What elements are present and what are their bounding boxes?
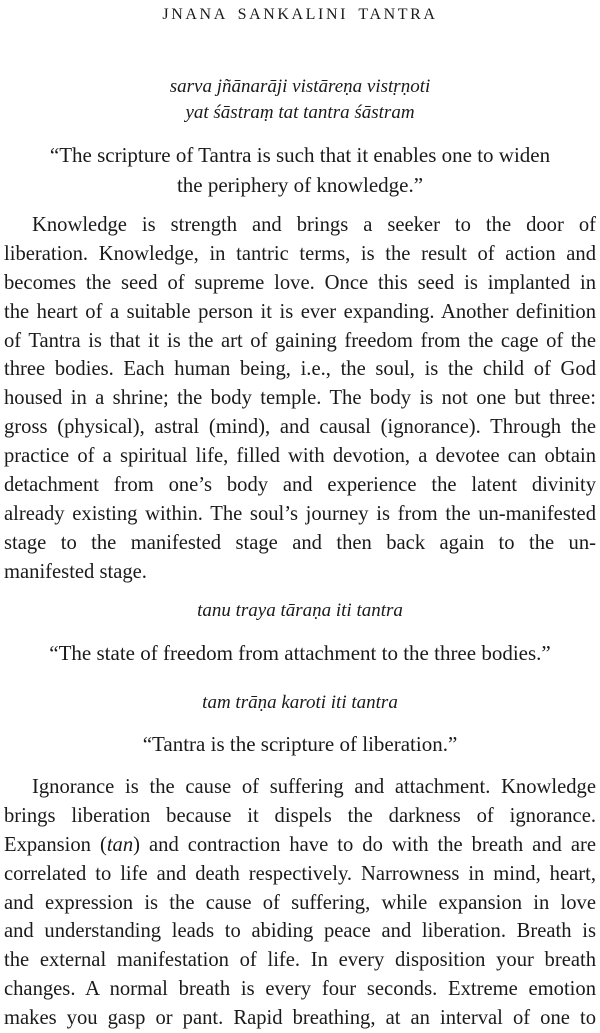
text-line: three bodies. Each human being, i.e., the soul, is the child of God [4,358,596,381]
text-line: manifested stage. [4,560,147,583]
paragraph-2 [4,773,596,1033]
translation-quote-3: “Tantra is the scripture of liberation.” [142,732,458,756]
text-line: makes you gasp or pant. Rapid breathing, at an interval of one to [4,1007,596,1030]
running-head: JNANA SANKALINI TANTRA [162,6,438,23]
text-line: stage to the manifested stage and then back again to the un- [4,531,596,554]
text-line: housed in a shrine; the body temple. The body is not one but three: [4,387,596,410]
emphasis: tan [106,833,134,856]
quote-line: the periphery of knowledge.” [176,173,424,197]
text-line: becomes the seed of supreme love. Once this seed is implanted in [4,271,596,294]
sanskrit-verse-3: tam trāṇa karoti iti tantra [202,692,398,713]
sanskrit-verse-1 [0,74,600,126]
paragraph-1 [4,211,596,587]
text-run: ) and contraction have to do with the breath and are [133,833,596,856]
sanskrit-verse-2: tanu traya tāraṇa iti tantra [197,600,403,621]
text-line: liberation. Knowledge, in tantric terms, is the result of action and [4,242,596,265]
text-line: and expression is the cause of suffering, while expansion in love [4,891,596,914]
verse-line: sarva jñānarāji vistāreṇa vistṛṇoti [169,76,431,97]
translation-quote-2: “The state of freedom from attachment to the three bodies.” [49,641,551,665]
text-line: detachment from one’s body and experience the latent divinity [4,474,596,497]
text-line: the external manifestation of life. In every disposition your breath [4,949,596,972]
text-line: and understanding leads to abiding peace and liberation. Breath is [4,920,596,943]
verse-line: yat śāstraṃ tat tantra śāstram [185,102,415,123]
text-run: Expansion ( [4,833,107,856]
text-line: correlated to life and death respectively. Narrowness in mind, heart, [4,862,596,885]
text-line: gross (physical), astral (mind), and causal (ignorance). Through the [4,416,596,439]
translation-quote-1 [0,140,600,200]
text-line: already existing within. The soul’s journey is from the un-manifested [4,502,596,525]
text-line [4,831,596,860]
quote-line: “The scripture of Tantra is such that it enables one to widen [49,143,551,167]
text-line: changes. A normal breath is every four seconds. Extreme emotion [4,978,596,1001]
text-line: the heart of a suitable person it is ever expanding. Another definition [4,300,596,323]
text-line: of Tantra is that it is the art of gaining freedom from the cage of the [4,329,596,352]
text-line: brings liberation because it dispels the darkness of ignorance. [4,804,596,827]
text-line: Ignorance is the cause of suffering and attachment. Knowledge [32,776,596,798]
text-line: practice of a spiritual life, filled with devotion, a devotee can obtain [4,445,596,468]
text-line: Knowledge is strength and brings a seeker to the door of [32,214,596,236]
